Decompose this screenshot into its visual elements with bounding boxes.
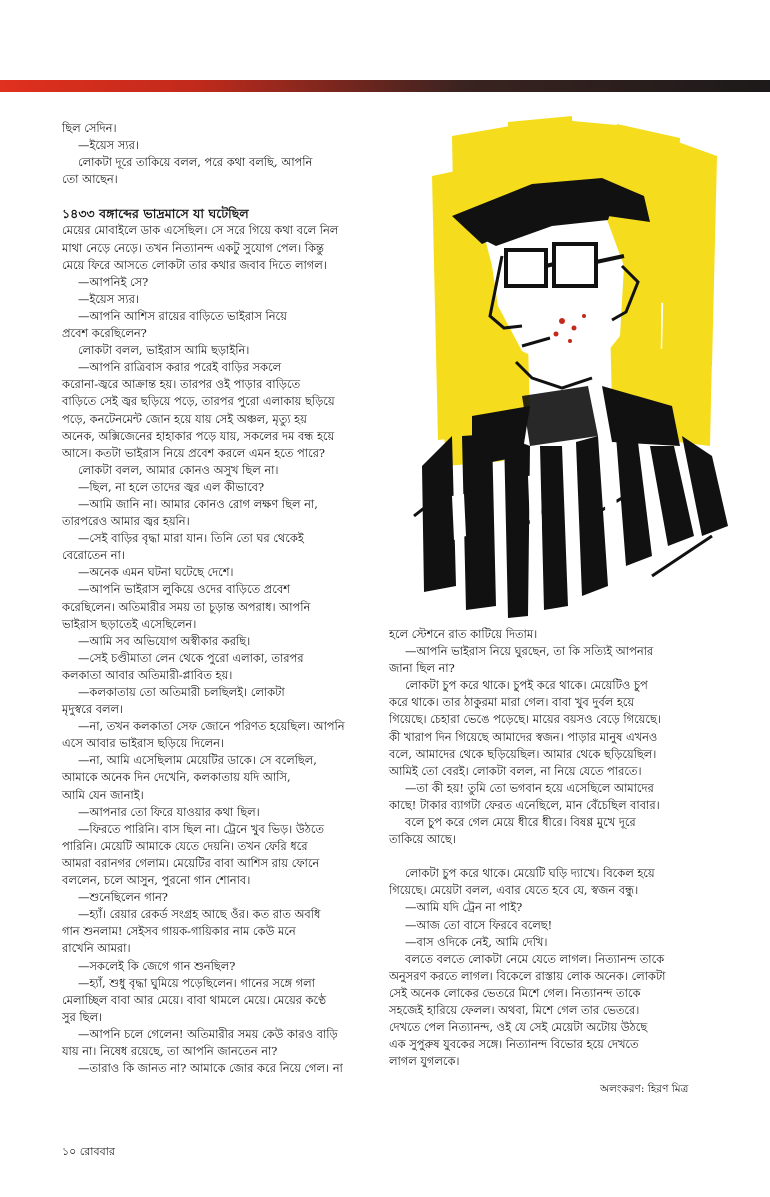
text-line: বললেন, চলে আসুন, পুরনো গান শোনাব। <box>62 873 251 888</box>
text-line: আসে। কতটা ভাইরাস নিয়ে প্রবেশ করলে এমন হতে পারে? <box>62 445 325 460</box>
text-line: গিয়েছে। চেহারা ভেঙে পড়েছে। মায়ের বয়সও বেড়ে গিয়েছে। <box>389 712 661 727</box>
text-line: —আপনি ভাইরাস নিয়ে ঘুরছেন, তা কি সত্যিই আপনার <box>405 644 654 659</box>
text-line: —হ্যাঁ, শুধু বৃদ্ধা ঘুমিয়ে পড়েছিলেন। গানের সঙ্গে গলা <box>78 975 315 990</box>
text-line: অনেক, অক্সিজেনের হাহাকার পড়ে যায়, সকলের দম বন্ধ হয়ে <box>62 428 335 443</box>
text-line: হলে স্টেশনে রাত কাটিয়ে দিতাম। <box>389 627 538 641</box>
text-line: লোকটা বলল, আমার কোনও অসুখ ছিল না। <box>78 462 279 477</box>
text-line: রাখেনি আমরা। <box>62 941 131 956</box>
left-text-column <box>62 120 367 1077</box>
text-line: আমিই তো বেরই। লোকটা বলল, না নিয়ে যেতে পারতে। <box>389 763 642 778</box>
text-line: বেরোতেন না। <box>62 548 125 563</box>
text-line: —আপনি রাত্রিবাস করার পরেই বাড়ির সকলে <box>78 360 282 375</box>
text-line: —আপনার তো ফিরে যাওয়ার কথা ছিল। <box>78 804 260 819</box>
text-line: বাড়িতে সেই জ্বর ছড়িয়ে পড়ে, তারপর পুরো এলাকায় ছড়িয়ে <box>62 394 335 409</box>
text-line: ভাইরাস ছড়াতেই এসেছিলেন। <box>62 616 197 631</box>
text-line: —আমি জানি না। আমার কোনও রোগ লক্ষণ ছিল না, <box>78 496 318 511</box>
text-line: আমরা বরানগর গেলাম। মেয়েটির বাবা আশিস রায় ফোনে <box>62 855 320 870</box>
right-text-column <box>389 626 719 1070</box>
text-line: সহজেই হারিয়ে ফেলল। অথবা, মিশে গেল তার ভেতরে। <box>389 1002 640 1017</box>
text-line: —তা কী হয়! তুমি তো ভগবান হয়ে এসেছিলে আমাদের <box>405 780 654 795</box>
section-heading: ১৪৩৩ বঙ্গাব্দের ভাদ্রমাসে যা ঘটেছিল <box>62 206 249 222</box>
text-line: পারিনি। মেয়েটি আমাকে যেতে দেয়নি। তখন ফেরি ধরে <box>62 838 308 853</box>
text-line: যায় না। নিষেধ রয়েছে, তা আপনি জানতেন না? <box>62 1043 278 1058</box>
text-line: মেলাচ্ছিল বাবা আর মেয়ে। বাবা থামলে মেয়ে। মেয়ের কণ্ঠে <box>62 992 326 1007</box>
text-line: —ইয়েস স্যর। <box>78 138 139 153</box>
text-line: —সেই বাড়ির বৃদ্ধা মারা যান। তিনি তো ঘর থেকেই <box>78 531 304 546</box>
text-line: তারপরেও আমার জ্বর হয়নি। <box>62 514 190 529</box>
text-line: করে থাকে। তার ঠাকুরমা মারা গেল। বাবা খুব দুর্বল হয়ে <box>389 695 635 710</box>
text-line: লাগল যুগলকে। <box>389 1054 460 1069</box>
text-line: —আমি যদি ট্রেন না পাই? <box>405 900 523 915</box>
text-line: —আজ তো বাসে ফিরবে বলেছ! <box>405 917 553 932</box>
text-line: লোকটা বলল, ভাইরাস আমি ছড়াইনি। <box>78 343 250 358</box>
page-footer: ১০ রোববার <box>62 1145 115 1158</box>
text-line: তাকিয়ে আছে। <box>389 832 456 847</box>
text-line: দেখতে পেল নিত্যানন্দ, ওই যে সেই মেয়েটা অটোয় উঠছে <box>389 1020 648 1035</box>
text-line: —ফিরতে পারিনি। বাস ছিল না। ট্রেনে খুব ভিড়। উঠতে <box>78 821 324 836</box>
text-line: —না, আমি এসেছিলাম মেয়েটির ডাকে। সে বলেছিল, <box>78 753 317 768</box>
text-line: —আপনি চলে গেলেন! অতিমারীর সময় কেউ কারও বাড়ি <box>78 1026 338 1041</box>
text-line: —আপনিই সে? <box>78 274 149 289</box>
text-line: —কলকাতায় তো অতিমারী চলছিলই। লোকটা <box>78 685 285 699</box>
text-line: আমাকে অনেক দিন দেখেনি, কলকাতায় যদি আসি, <box>62 770 291 785</box>
text-line: —অনেক এমন ঘটনা ঘটেছে দেশে। <box>78 565 234 580</box>
text-line: ছিল সেদিন। <box>62 121 117 135</box>
text-line: আমি যেন জানাই। <box>62 787 144 802</box>
text-line: মেয়ের মোবাইলে ডাক এসেছিল। সে সরে গিয়ে কথা বলে নিল <box>62 223 339 238</box>
text-line: —তারাও কি জানত না? আমাকে জোর করে নিয়ে গেল। না <box>78 1061 343 1076</box>
text-line: লোকটা দূরে তাকিয়ে বলল, পরে কথা বলছি, আপনি <box>78 155 313 170</box>
text-line: —শুনেছিলেন গান? <box>78 890 168 905</box>
text-line: অনুসরণ করতে লাগল। বিকেলে রাস্তায় লোক অনেক। লোকটা <box>389 968 666 983</box>
text-line: বলে, আমাদের থেকে ছড়িয়েছিল। আমার থেকে ছড়িয়েছিল। <box>389 746 657 761</box>
text-line: —ছিল, না হলে তাদের জ্বর এল কীভাবে? <box>78 479 265 494</box>
text-line: এসে আবার ভাইরাস ছড়িয়ে দিলেন। <box>62 736 225 751</box>
text-line: বলে চুপ করে গেল মেয়ে ধীরে ধীরে। বিষণ্ণ মুখে দূরে <box>405 815 636 830</box>
text-line: মৃদুস্বরে বলল। <box>62 702 124 717</box>
text-line: তো আছেন। <box>62 172 118 187</box>
text-line: করোনা-জ্বরে আক্রান্ত হয়। তারপর ওই পাড়ার বাড়িতে <box>62 377 301 392</box>
text-line: কলকাতা আবার অতিমারী-প্লাবিত হয়। <box>62 667 233 682</box>
illustration-credit: অলংকরণ: হিরণ মিত্র <box>600 1083 689 1095</box>
text-line <box>389 848 719 865</box>
ink-portrait-illustration <box>412 116 732 622</box>
text-line: —না, তখন কলকাতা সেফ জোনে পরিণত হয়েছিল। আপনি <box>78 719 345 734</box>
text-line: লোকটা চুপ করে থাকে। মেয়েটি ঘড়ি দ্যাখে। বিকেল হয়ে <box>405 866 655 881</box>
text-line: এক সুপুরুষ যুবকের সঙ্গে। নিত্যানন্দ বিভোর হয়ে দেখতে <box>389 1037 639 1052</box>
text-line: গিয়েছে। মেয়েটা বলল, এবার যেতে হবে যে, স্বজন বন্ধু। <box>389 883 639 898</box>
text-line: কী খারাপ দিন গিয়েছে আমাদের স্বজন। পাড়ার মানুষ এখনও <box>389 729 658 744</box>
text-line: সুর ছিল। <box>62 1009 103 1024</box>
text-line: মেয়ে ফিরে আসতে লোকটা তার কথার জবাব দিতে লাগল। <box>62 257 327 272</box>
top-accent-bar <box>0 80 770 92</box>
text-line: —হ্যাঁ। রেয়ার রেকর্ড সংগ্রহ আছে ওঁর। কত রাত অবধি <box>78 907 321 922</box>
text-line: —ইয়েস স্যর। <box>78 291 139 306</box>
text-line: বলতে বলতে লোকটা নেমে যেতে লাগল। নিত্যানন্দ তাকে <box>405 951 665 966</box>
text-line: —বাস ওদিকে নেই, আমি দেখি। <box>405 934 548 949</box>
text-line: —আপনি ভাইরাস লুকিয়ে ওদের বাড়িতে প্রবেশ <box>78 582 290 597</box>
text-line: সেই অনেক লোকের ভেতরে মিশে গেল। নিত্যানন্দ তাকে <box>389 985 641 1000</box>
text-line: পড়ে, কনটেনমেন্ট জোন হয়ে যায় সেই অঞ্চল, মৃত্যু হয় <box>62 411 307 426</box>
text-line: —সকলেই কি জেগে গান শুনছিল? <box>78 958 236 973</box>
text-line: মাথা নেড়ে নেড়ে। তখন নিত্যানন্দ একটু সুযোগ পেল। কিন্তু <box>62 240 324 255</box>
text-line: জানা ছিল না? <box>389 661 455 676</box>
text-line: —আপনি আশিস রায়ের বাড়িতে ভাইরাস নিয়ে <box>78 308 287 323</box>
text-line: কাছে! টাকার ব্যাগটা ফেরত এনেছিলে, মান বেঁচেছিল বাবার। <box>389 797 660 812</box>
text-line: গান শুনলাম! সেইসব গায়ক-গায়িকার নাম কেউ মনে <box>62 924 296 939</box>
text-line: প্রবেশ করেছিলেন? <box>62 326 147 341</box>
text-line: করেছিলেন। অতিমারীর সময় তা চূড়ান্ত অপরাধ। আপনি <box>62 599 311 614</box>
text-line: —সেই চণ্ডীমাতা লেন থেকে পুরো এলাকা, তারপর <box>78 650 304 665</box>
text-line: লোকটা চুপ করে থাকে। চুপই করে থাকে। মেয়েটিও চুপ <box>405 678 648 693</box>
text-line: —আমি সব অভিযোগ অস্বীকার করছি। <box>78 633 251 648</box>
